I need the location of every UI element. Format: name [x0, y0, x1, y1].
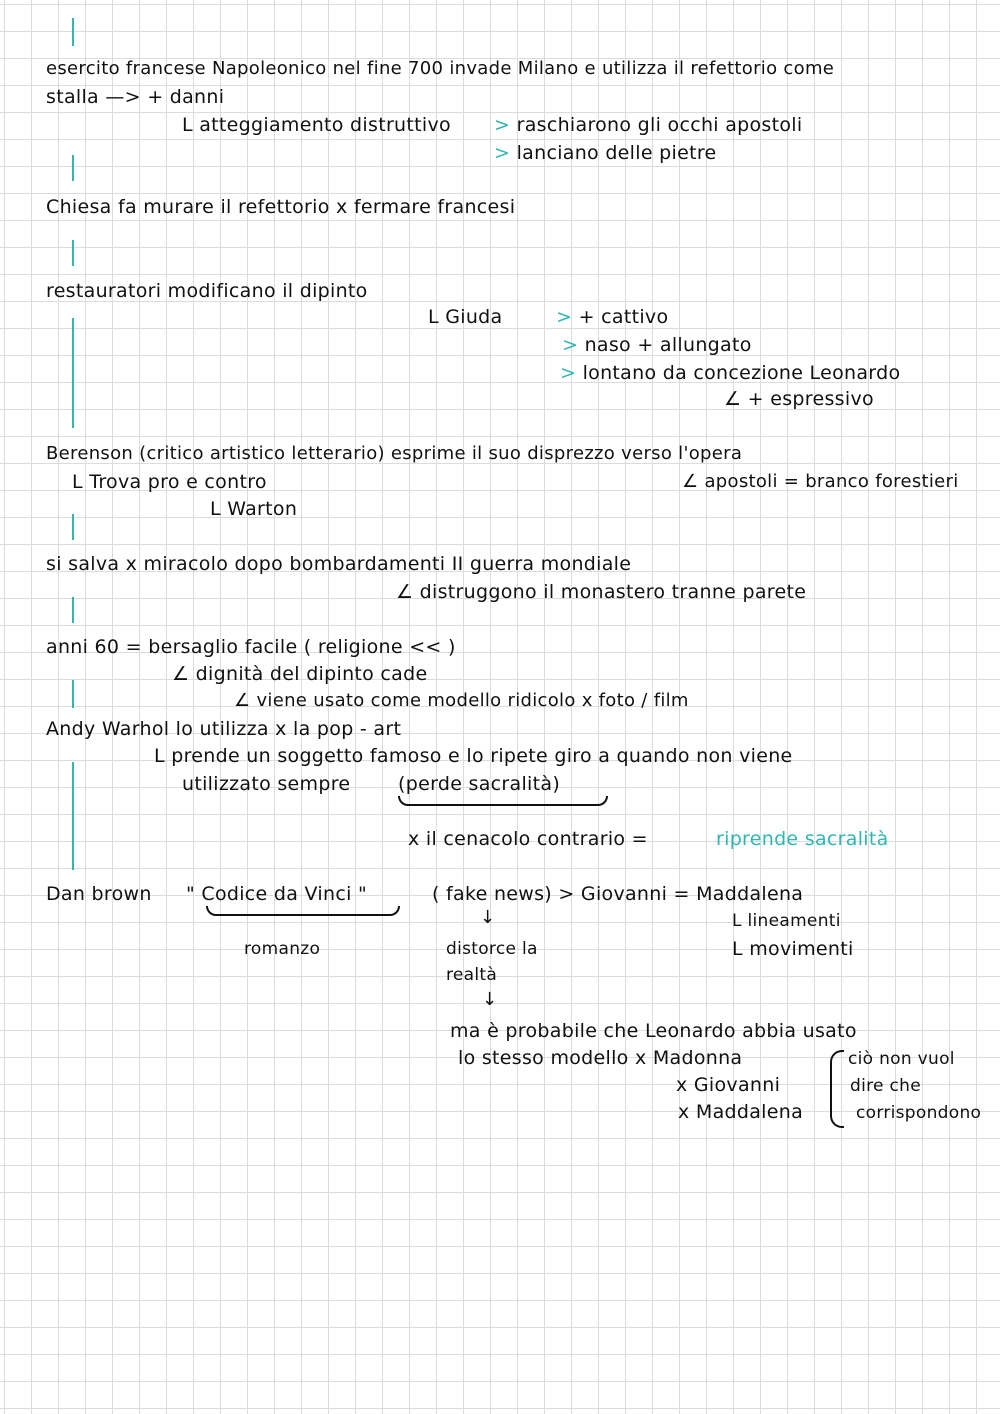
note-line: ma è probabile che Leonardo abbia usato: [450, 1020, 857, 1042]
note-line: dire che: [850, 1076, 921, 1096]
note-line: utilizzato sempre: [182, 773, 351, 795]
curly-brace: [830, 1050, 844, 1128]
divider-bar: [72, 18, 74, 46]
note-line: distorce la: [446, 939, 538, 959]
note-line: realtà: [446, 965, 498, 985]
note-line: restauratori modificano il dipinto: [46, 280, 368, 302]
note-line: romanzo: [244, 939, 321, 959]
note-line: L Giuda: [428, 306, 503, 328]
divider-bar: [72, 680, 74, 708]
note-line-bullet: > + cattivo: [556, 306, 669, 328]
note-line: L prende un soggetto famoso e lo ripete giro a quando non viene: [154, 745, 793, 767]
divider-bar: [72, 240, 74, 266]
note-line: x Maddalena: [678, 1101, 804, 1123]
note-line: L Warton: [210, 498, 298, 520]
note-line: ciò non vuol: [848, 1049, 955, 1069]
note-line: ∠ distruggono il monastero tranne parete: [396, 581, 807, 603]
note-line-highlight: riprende sacralità: [716, 828, 889, 850]
note-line: L atteggiamento distruttivo: [182, 114, 451, 136]
note-line: x il cenacolo contrario =: [408, 828, 648, 850]
note-line: corrispondono: [856, 1103, 982, 1123]
note-line: stalla —> + danni: [46, 86, 225, 108]
divider-bar: [72, 597, 74, 623]
note-line: Dan brown: [46, 883, 152, 905]
note-line: ∠ + espressivo: [724, 388, 874, 410]
note-line: Berenson (critico artistico letterario) esprime il suo disprezzo verso l'opera: [46, 443, 743, 464]
note-line: ∠ viene usato come modello ridicolo x foto / film: [234, 690, 689, 711]
divider-bar: [72, 514, 74, 540]
note-text: + cattivo: [578, 306, 669, 328]
note-line: x Giovanni: [676, 1074, 781, 1096]
note-line: L movimenti: [732, 938, 854, 960]
divider-bar: [72, 155, 74, 181]
note-line: " Codice da Vinci ": [186, 883, 368, 905]
note-line: L Trova pro e contro: [72, 471, 267, 493]
note-line-bullet: > lanciano delle pietre: [494, 142, 717, 164]
divider-bar: [72, 318, 74, 428]
divider-bar: [72, 762, 74, 870]
note-line: ∠ dignità del dipinto cade: [172, 663, 428, 685]
note-line-emphasis: (perde sacralità): [398, 773, 561, 795]
underline-brace: [206, 906, 400, 916]
note-line: Chiesa fa murare il refettorio x fermare francesi: [46, 196, 516, 218]
note-line-bullet: > naso + allungato: [562, 334, 752, 356]
note-line: ( fake news) > Giovanni = Maddalena: [432, 883, 804, 905]
underline-brace: [398, 796, 608, 806]
note-line: lo stesso modello x Madonna: [458, 1047, 743, 1069]
note-text: lanciano delle pietre: [516, 142, 717, 164]
note-line: Andy Warhol lo utilizza x la pop - art: [46, 718, 402, 740]
note-line: ∠ apostoli = branco forestieri: [682, 471, 959, 492]
note-text: raschiarono gli occhi apostoli: [516, 114, 803, 136]
note-text: lontano da concezione Leonardo: [582, 362, 901, 384]
note-line-bullet: > raschiarono gli occhi apostoli: [494, 114, 803, 136]
note-line: esercito francese Napoleonico nel fine 700 invade Milano e utilizza il refettorio come: [46, 58, 835, 79]
note-text: naso + allungato: [584, 334, 752, 356]
note-line: anni 60 = bersaglio facile ( religione << ): [46, 636, 456, 658]
note-line-bullet: > lontano da concezione Leonardo: [560, 362, 901, 384]
note-line: si salva x miracolo dopo bombardamenti II guerra mondiale: [46, 553, 632, 575]
note-line: L lineamenti: [732, 911, 841, 931]
down-arrow-icon: ↓: [482, 989, 498, 1010]
down-arrow-icon: ↓: [480, 907, 496, 928]
